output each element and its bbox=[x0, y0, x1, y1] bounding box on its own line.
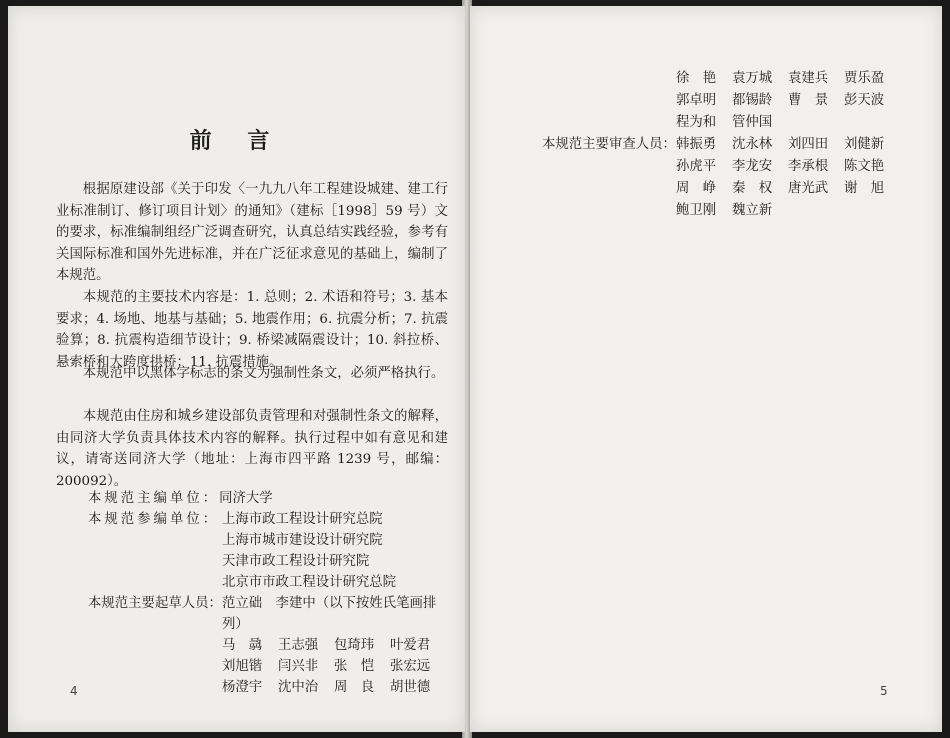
reviewers-row-1 bbox=[676, 134, 900, 155]
participating-unit-3: 天津市政工程设计研究院 bbox=[222, 554, 370, 569]
drafters-label: 本规范主要起草人员： bbox=[88, 596, 222, 611]
page-number-right: 5 bbox=[880, 684, 888, 698]
name: 袁万城 bbox=[732, 71, 773, 86]
name: 郭卓明 bbox=[676, 93, 717, 108]
intro-paragraph-3: 本规范中以黑体字标志的条文为强制性条文，必须严格执行。 bbox=[82, 366, 445, 381]
reviewers-row-3 bbox=[676, 178, 900, 199]
name: 鲍卫刚 bbox=[676, 203, 717, 218]
page-title: 前 言 bbox=[189, 128, 284, 154]
name: 唐光武 bbox=[788, 181, 829, 196]
name: 孙虎平 bbox=[676, 159, 717, 174]
name: 叶爱君 bbox=[390, 638, 431, 653]
reviewers-label: 本规范主要审查人员： bbox=[542, 137, 676, 152]
name: 徐 艳 bbox=[676, 71, 717, 86]
drafters-continued-row-2 bbox=[676, 90, 900, 111]
chief-unit-label: 本规范主编单位： bbox=[88, 491, 220, 506]
intro-paragraph-4: 本规范由住房和城乡建设部负责管理和对强制性条文的解释，由同济大学负责具体技术内容的解释。执行过程中如有意见和建议，请寄送同济大学（地址：上海市四平路 1239 号，邮编：200092）。 bbox=[56, 409, 448, 489]
name: 张 恺 bbox=[334, 659, 375, 674]
name: 李承根 bbox=[788, 159, 829, 174]
chief-unit-value: 同济大学 bbox=[219, 491, 273, 506]
left-page bbox=[8, 6, 465, 732]
drafters-lead-line-1: 范立础 李建中（以下按姓氏笔画排 bbox=[222, 596, 437, 611]
name: 张宏远 bbox=[390, 659, 431, 674]
name: 马 骉 bbox=[222, 638, 263, 653]
drafters-row-2 bbox=[222, 656, 446, 677]
right-page bbox=[470, 6, 942, 732]
name: 刘旭锴 bbox=[222, 659, 263, 674]
name: 沈永林 bbox=[732, 137, 773, 152]
name: 周 峥 bbox=[676, 181, 717, 196]
name: 彭天波 bbox=[844, 93, 885, 108]
name: 都锡龄 bbox=[732, 93, 773, 108]
name: 程为和 bbox=[676, 115, 717, 130]
participating-units-label: 本规范参编单位： bbox=[88, 512, 220, 527]
name: 沈中治 bbox=[278, 680, 319, 695]
drafters-row-3 bbox=[222, 677, 446, 698]
participating-unit-1: 上海市政工程设计研究总院 bbox=[222, 512, 383, 527]
drafters-lead-line-2: 列） bbox=[222, 617, 249, 632]
reviewers-row-2 bbox=[676, 156, 900, 177]
name: 闫兴非 bbox=[278, 659, 319, 674]
participating-unit-2: 上海市城市建设设计研究院 bbox=[222, 533, 383, 548]
name: 曹 景 bbox=[788, 93, 829, 108]
name: 谢 旭 bbox=[844, 181, 885, 196]
name: 袁建兵 bbox=[788, 71, 829, 86]
name: 魏立新 bbox=[732, 203, 773, 218]
name: 杨澄宇 bbox=[222, 680, 263, 695]
chief-unit-row bbox=[88, 488, 273, 509]
drafters-continued-row-3 bbox=[676, 112, 788, 133]
name: 王志强 bbox=[278, 638, 319, 653]
name: 刘四田 bbox=[788, 137, 829, 152]
page-number-left: 4 bbox=[70, 684, 78, 698]
drafters-continued-row-1 bbox=[676, 68, 900, 89]
intro-paragraph-2: 本规范的主要技术内容是：1. 总则；2. 术语和符号；3. 基本要求；4. 场地、地基与基础；5. 地震作用；6. 抗震分析；7. 抗震验算；8. 抗震构造细节设计；9. 桥梁减隔震设计；10. 斜拉桥、悬索桥和大跨度拱桥；11. 抗震措施。 bbox=[56, 290, 448, 370]
reviewers-row-4 bbox=[676, 200, 788, 221]
name: 刘健新 bbox=[844, 137, 885, 152]
intro-paragraph-1: 根据原建设部《关于印发〈一九九八年工程建设城建、建工行业标准制订、修订项目计划〉的通知》（建标［1998］59 号）文的要求，标准编制组经广泛调查研究，认真总结实践经验，参考有关国际标准和国外先进标准，并在广泛征求意见的基础上，编制了本规范。 bbox=[56, 182, 448, 284]
name: 陈文艳 bbox=[844, 159, 885, 174]
name: 李龙安 bbox=[732, 159, 773, 174]
name: 韩振勇 bbox=[676, 137, 717, 152]
name: 周 良 bbox=[334, 680, 375, 695]
name: 管仲国 bbox=[732, 115, 773, 130]
name: 秦 权 bbox=[732, 181, 773, 196]
name: 贾乐盈 bbox=[844, 71, 885, 86]
name: 胡世德 bbox=[390, 680, 431, 695]
name: 包琦玮 bbox=[334, 638, 375, 653]
drafters-row-1 bbox=[222, 635, 446, 656]
participating-unit-4: 北京市市政工程设计研究总院 bbox=[222, 575, 397, 590]
participating-units-label-row bbox=[88, 509, 219, 530]
